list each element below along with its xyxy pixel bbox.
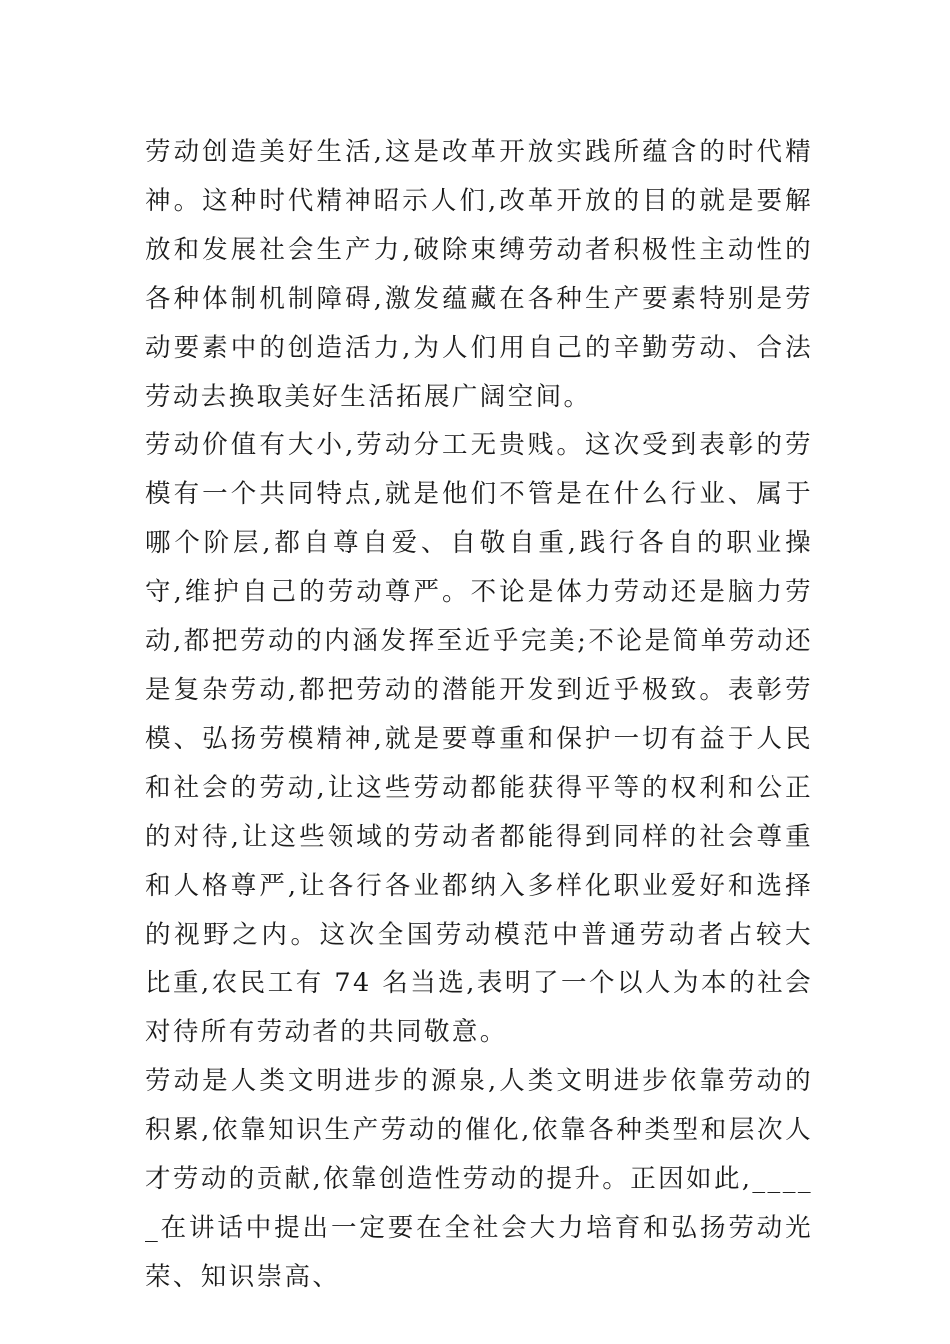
paragraph-1: 劳动创造美好生活,这是改革开放实践所蕴含的时代精神。这种时代精神昭示人们,改革开放的目的就是要解放和发展社会生产力,破除束缚劳动者积极性主动性的各种体制机制障碍,激发蕴藏在各种生产要素特别是劳动要素中的创造活力,为人们用自己的辛勤劳动、合法劳动去换取美好生活拓展广阔空间。 [145,137,813,412]
paragraph-2: 劳动价值有大小,劳动分工无贵贱。这次受到表彰的劳模有一个共同特点,就是他们不管是在什么行业、属于哪个阶层,都自尊自爱、自敬自重,践行各自的职业操守,维护自己的劳动尊严。不论是体力劳动还是脑力劳动,都把劳动的内涵发挥至近乎完美;不论是简单劳动还是复杂劳动,都把劳动的潜能开发到近乎极致。表彰劳模、弘扬劳模精神,就是要尊重和保护一切有益于人民和社会的劳动,让这些劳动都能获得平等的权利和公正的对待,让这些领域的劳动者都能得到同样的社会尊重和人格尊严,让各行各业都纳入多样化职业爱好和选择的视野之内。这次全国劳动模范中普通劳动者占较大比重,农民工有 74 名当选,表明了一个以人为本的社会对待所有劳动者的共同敬意。 [145,430,813,1048]
paragraph-3: 劳动是人类文明进步的源泉,人类文明进步依靠劳动的积累,依靠知识生产劳动的催化,依靠各种类型和层次人才劳动的贡献,依靠创造性劳动的提升。正因如此,_____在讲话中提出一定要在全社会大力培育和弘扬劳动光荣、知识崇高、 [145,1066,813,1292]
document-body [145,128,813,1302]
